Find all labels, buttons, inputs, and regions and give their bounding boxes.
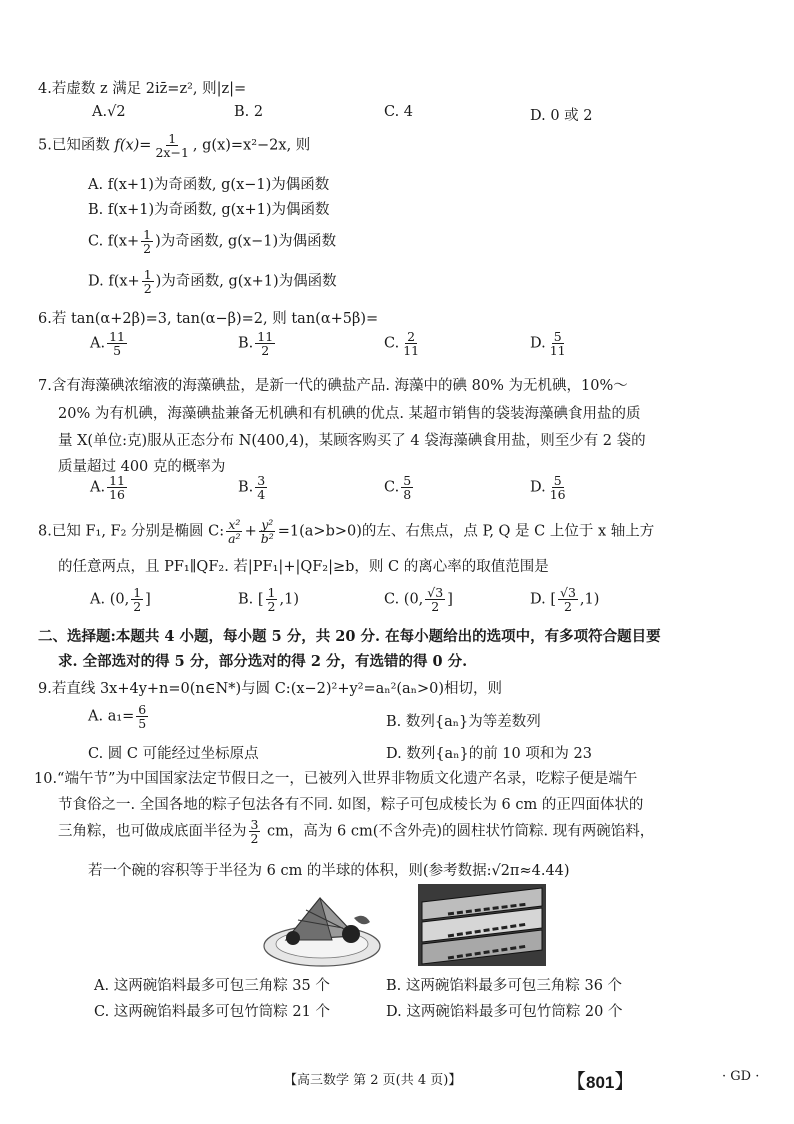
q8-opt-c-num: √3 bbox=[427, 585, 444, 600]
q8-b2: b² bbox=[260, 531, 274, 547]
q8-opt-a-den: 2 bbox=[133, 599, 142, 615]
q5-option-b: B. f(x+1)为奇函数, g(x+1)为偶函数 bbox=[88, 202, 330, 218]
q8-opt-b-num: 1 bbox=[267, 585, 276, 600]
q5-opt-c-den: 2 bbox=[143, 241, 152, 257]
q5-opt-d-post: )为奇函数, g(x+1)为偶函数 bbox=[155, 273, 337, 290]
q7-opt-b-num: 3 bbox=[257, 473, 266, 488]
q8-opt-c-post: ] bbox=[447, 591, 453, 608]
page-code: 801 bbox=[586, 1073, 615, 1092]
q9-option-b: B. 数列{aₙ}为等差数列 bbox=[386, 714, 541, 730]
q5-f-denominator: 2x−1 bbox=[155, 145, 189, 161]
bamboo-zongzi-image bbox=[418, 884, 546, 966]
q8-opt-a-post: ] bbox=[145, 591, 151, 608]
section2-line-2: 求. 全部选对的得 5 分，部分选对的得 2 分，有选错的得 0 分. bbox=[58, 653, 468, 670]
q7-line-2: 20% 为有机碘，海藻碘盐兼备无机碘和有机碘的优点. 某超市销售的袋装海藻碘食用盐的质 bbox=[58, 406, 641, 422]
q4-stem: 4.若虚数 z 满足 2iz̄=z², 则|z|= bbox=[38, 81, 247, 97]
q6-option-c bbox=[384, 330, 423, 357]
q10-line-1: 10.“端午节”为中国国家法定节假日之一，已被列入世界非物质文化遗产名录，吃粽子便是端午 bbox=[34, 771, 638, 787]
q10-line3-pre: 三角粽，也可做成底面半径为 bbox=[58, 823, 247, 840]
q4-option-c: C. 4 bbox=[384, 104, 414, 120]
q8-option-c bbox=[384, 586, 453, 613]
q8-line1-post: =1(a>b>0)的左、右焦点，点 P, Q 是 C 上位于 x 轴上方 bbox=[277, 523, 655, 540]
q8-opt-d-pre: D. [ bbox=[530, 591, 556, 608]
q8-option-b bbox=[238, 586, 299, 613]
q10-line3-post: cm，高为 6 cm(不含外壳)的圆柱状竹筒粽. 现有两碗馅料， bbox=[262, 823, 655, 840]
q4-option-d: D. 0 或 2 bbox=[530, 108, 593, 124]
q5-opt-d-den: 2 bbox=[143, 281, 152, 297]
q10-line3-num: 3 bbox=[250, 817, 259, 832]
q7-option-d bbox=[530, 474, 570, 501]
q10-option-d: D. 这两碗馅料最多可包竹筒粽 20 个 bbox=[386, 1004, 623, 1020]
q8-opt-c-den: 2 bbox=[431, 599, 440, 615]
q9-opt-a-den: 5 bbox=[138, 716, 147, 732]
q9-opt-a-pre: A. a₁= bbox=[88, 708, 135, 725]
q5-f-numerator: 1 bbox=[168, 131, 177, 146]
q4-option-b: B. 2 bbox=[234, 104, 264, 120]
q8-opt-b-pre: B. [ bbox=[238, 591, 264, 608]
bracket-right-icon: 】 bbox=[614, 1071, 635, 1093]
q8-line-2: 的任意两点，且 PF₁∥QF₂. 若|PF₁|+|QF₂|≥b，则 C 的离心率的取值范围是 bbox=[58, 559, 549, 575]
q6-opt-b-num: 11 bbox=[257, 329, 274, 344]
q8-opt-a-num: 1 bbox=[133, 585, 142, 600]
q7-opt-a-num: 11 bbox=[109, 473, 125, 488]
section2-line-1: 二、选择题:本题共 4 小题，每小题 5 分，共 20 分. 在每小题给出的选项中，有多项符合题目要 bbox=[38, 628, 661, 645]
q6-option-d bbox=[530, 330, 570, 357]
q8-opt-d-post: ,1) bbox=[579, 591, 600, 608]
q7-opt-a-den: 16 bbox=[109, 487, 125, 503]
q5-option-a: A. f(x+1)为奇函数, g(x−1)为偶函数 bbox=[88, 177, 330, 193]
q9-option-d: D. 数列{aₙ}的前 10 项和为 23 bbox=[386, 746, 592, 762]
q7-option-b bbox=[238, 474, 269, 501]
q5-g-def: , g(x)=x²−2x, 则 bbox=[192, 137, 311, 154]
q5-f-lhs: f(x)= bbox=[114, 137, 152, 154]
q9-option-c: C. 圆 C 可能经过坐标原点 bbox=[88, 746, 259, 762]
q6-opt-c-num: 2 bbox=[407, 329, 416, 344]
q6-opt-b-label: B. bbox=[238, 335, 254, 352]
q6-option-b bbox=[238, 330, 277, 357]
q7-opt-a-label: A. bbox=[90, 479, 106, 496]
page-footer-label: 【高三数学 第 2 页(共 4 页)】 bbox=[284, 1073, 462, 1088]
q8-opt-b-den: 2 bbox=[267, 599, 276, 615]
edition-tag: · GD · bbox=[722, 1069, 760, 1084]
q5-opt-d-pre: D. f(x+ bbox=[88, 273, 140, 290]
q8-a2: a² bbox=[228, 531, 241, 547]
q7-opt-d-label: D. bbox=[530, 479, 546, 496]
q5-stem bbox=[38, 132, 310, 159]
q5-option-d bbox=[88, 268, 337, 295]
q8-x2: x² bbox=[228, 517, 241, 532]
q10-option-c: C. 这两碗馅料最多可包竹筒粽 21 个 bbox=[94, 1004, 330, 1020]
q6-opt-d-label: D. bbox=[530, 335, 546, 352]
page-code-box bbox=[566, 1065, 634, 1094]
q7-opt-c-num: 5 bbox=[403, 473, 412, 488]
q8-y2: y² bbox=[261, 517, 274, 532]
q10-option-a: A. 这两碗馅料最多可包三角粽 35 个 bbox=[94, 978, 330, 994]
q6-stem: 6.若 tan(α+2β)=3, tan(α−β)=2, 则 tan(α+5β)= bbox=[38, 311, 379, 327]
q6-opt-a-label: A. bbox=[90, 335, 106, 352]
q5-opt-c-post: )为奇函数, g(x−1)为偶函数 bbox=[155, 233, 337, 250]
q5-opt-c-fraction bbox=[141, 228, 153, 255]
q8-opt-b-post: ,1) bbox=[279, 591, 299, 608]
q7-option-c bbox=[384, 474, 415, 501]
q5-f-fraction bbox=[153, 132, 190, 159]
q6-option-a bbox=[90, 330, 129, 357]
q10-line-3 bbox=[58, 818, 654, 845]
q9-opt-a-num: 6 bbox=[138, 702, 147, 717]
q7-opt-c-den: 8 bbox=[403, 487, 412, 503]
q9-option-a bbox=[88, 703, 150, 730]
q7-opt-d-den: 16 bbox=[549, 487, 566, 503]
q6-opt-c-label: C. bbox=[384, 335, 400, 352]
q10-line-4: 若一个碗的容积等于半径为 6 cm 的半球的体积，则(参考数据:√2π≈4.44) bbox=[88, 863, 570, 879]
q8-line-1: 8.已知 F₁, F₂ 分别是椭圆 C: $\frac{\text{x²}}{\text{a²}}$ + $\frac{\text{y²}}{\text{b²}}$ =1(a>b>0)的左、右焦点，点 P, Q 是 C 上位于 x 轴上方 bbox=[38, 517, 655, 547]
q7-opt-b-label: B. bbox=[238, 479, 254, 496]
q6-opt-a-den: 5 bbox=[113, 343, 122, 359]
bracket-left-icon: 【 bbox=[566, 1071, 586, 1093]
q7-opt-d-num: 5 bbox=[553, 473, 562, 488]
q7-option-a bbox=[90, 474, 129, 501]
q5-stem-prefix: 5.已知函数 bbox=[38, 137, 115, 154]
q5-opt-c-num: 1 bbox=[143, 227, 152, 242]
q7-opt-b-den: 4 bbox=[257, 487, 266, 503]
q6-opt-a-num: 11 bbox=[109, 329, 125, 344]
q7-line-1: 7.含有海藻碘浓缩液的海藻碘盐，是新一代的碘盐产品. 海藻中的碘 80% 为无机碘，10%～ bbox=[38, 378, 628, 394]
q8-option-d bbox=[530, 586, 599, 613]
q5-opt-d-fraction bbox=[142, 268, 154, 295]
q5-opt-d-num: 1 bbox=[143, 267, 152, 282]
q8-line1-pre: 8.已知 F₁, F₂ 分别是椭圆 C: bbox=[38, 523, 225, 540]
q8-opt-d-num: √3 bbox=[559, 585, 576, 600]
q5-option-c bbox=[88, 228, 336, 255]
q10-line3-den: 2 bbox=[250, 831, 259, 847]
q8-opt-a-pre: A. (0, bbox=[90, 591, 130, 608]
q7-line-4: 质量超过 400 克的概率为 bbox=[58, 459, 226, 475]
triangle-zongzi-image bbox=[258, 888, 386, 970]
q8-opt-d-den: 2 bbox=[563, 599, 572, 615]
q10-option-b: B. 这两碗馅料最多可包三角粽 36 个 bbox=[386, 978, 623, 994]
q6-opt-b-den: 2 bbox=[261, 343, 270, 359]
q8-opt-c-pre: C. (0, bbox=[384, 591, 424, 608]
q5-opt-c-pre: C. f(x+ bbox=[88, 233, 140, 250]
q6-opt-d-num: 5 bbox=[553, 329, 562, 344]
q7-line-3: 量 X(单位:克)服从正态分布 N(400,4)，某顾客购买了 4 袋海藻碘食用盐，则至少有 2 袋的 bbox=[58, 433, 646, 449]
q9-stem: 9.若直线 3x+4y+n=0(n∈N*)与圆 C:(x−2)²+y²=aₙ²(aₙ>0)相切，则 bbox=[38, 681, 503, 697]
q6-opt-d-den: 11 bbox=[549, 343, 566, 359]
q6-opt-c-den: 11 bbox=[403, 343, 420, 359]
q8-option-a bbox=[90, 586, 151, 613]
q7-opt-c-label: C. bbox=[384, 479, 400, 496]
q4-option-a: A.√2 bbox=[92, 104, 126, 120]
q10-line-2: 节食俗之一. 全国各地的粽子包法各有不同. 如图，粽子可包成棱长为 6 cm 的正四面体状的 bbox=[58, 797, 644, 813]
